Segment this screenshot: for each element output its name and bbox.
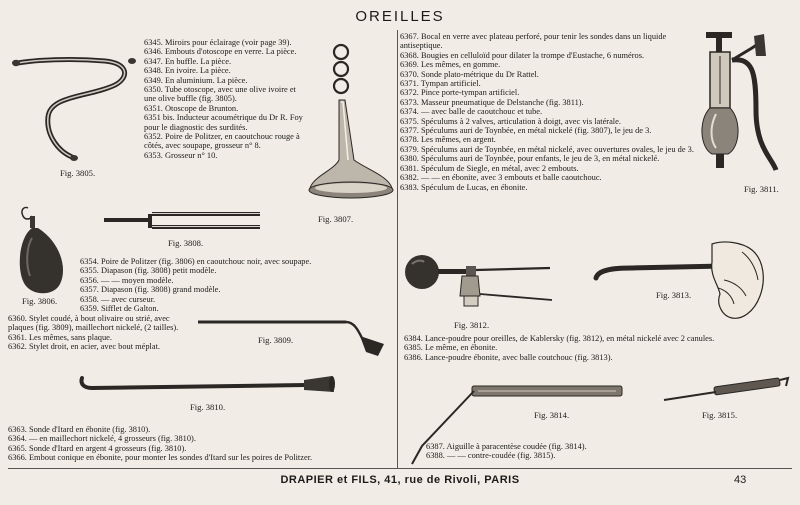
entry: 6364. — en maillechort nickelé, 4 grosseurs (fig. 3810). — [8, 434, 196, 444]
fig-3815-caption: Fig. 3815. — [702, 410, 738, 420]
entry: 6349. En aluminium. La pièce. — [144, 75, 248, 85]
entry: 6357. Diapason (fig. 3808) grand modèle. — [80, 285, 221, 295]
entry: 6379. Spéculums auri de Toynbée, en métal nickelé, avec ouvertures ovales, le jeu de 3. — [400, 144, 694, 154]
page-number: 43 — [734, 474, 747, 486]
right-top-entries — [400, 32, 700, 192]
entry: 6382. — — en ébonite, avec 3 embouts et balle caoutchouc. — [400, 173, 602, 183]
entry: 6347. En buffle. La pièce. — [144, 56, 232, 66]
powder-blower-kablersky-illustration — [402, 250, 557, 320]
speculum-illustration — [308, 42, 403, 212]
entry: 6355. Diapason (fig. 3808) petit modèle. — [80, 266, 217, 276]
entry: 6365. Sonde d'Itard en argent 4 grosseurs (fig. 3810). — [8, 443, 187, 453]
page-title: OREILLES — [355, 8, 445, 25]
right-mid-entries — [404, 334, 794, 362]
entry: 6366. Embout conique en ébonite, pour monter les sondes d'Itard sur les poires de Politzer. — [8, 453, 313, 463]
left-stylet-entries — [8, 314, 194, 352]
entry: 6372. Pince porte-tympan artificiel. — [400, 88, 520, 98]
entry: 6363. Sonde d'Itard en ébonite (fig. 3810). — [8, 425, 151, 434]
tuning-fork-illustration — [104, 206, 264, 236]
entry: 6385. Le même, en ébonite. — [404, 343, 498, 353]
entry: 6350. Tube otoscope, avec une olive ivoire et une olive buffle (fig. 3805). — [144, 85, 296, 104]
entry: 6371. Tympan artificiel. — [400, 79, 481, 89]
entry: 6367. Bocal en verre avec plateau perforé, pour tenir les sondes dans un liquide antiseptique. — [400, 32, 667, 51]
entry: 6383. Spéculum de Lucas, en ébonite. — [400, 182, 528, 192]
entry: 6373. Masseur pneumatique de Delstanche (fig. 3811). — [400, 97, 584, 107]
right-bottom-entries — [426, 442, 726, 461]
left-bottom-entries — [8, 425, 392, 463]
fig-3811-caption: Fig. 3811. — [744, 184, 779, 194]
entry: 6388. — — contre-coudée (fig. 3815). — [426, 451, 556, 461]
itard-catheter-illustration — [76, 370, 338, 398]
entry: 6348. En ivoire. La pièce. — [144, 66, 231, 76]
entry: 6359. Sifflet de Galton. — [80, 304, 159, 314]
politzer-bulb-illustration — [14, 204, 74, 296]
entry: 6358. — avec curseur. — [80, 294, 156, 304]
entry: 6351. Otoscope de Brunton. — [144, 103, 239, 113]
entry: 6360. Stylet coudé, à bout olivaire ou strié, avec plaques (fig. 3809), maillechort nickelé, (2 tailles). — [8, 314, 179, 333]
entry: 6387. Aiguille à paracentèse coudée (fig. 3814). — [426, 442, 587, 451]
footer-divider — [8, 468, 792, 469]
entry: 6354. Poire de Politzer (fig. 3806) en caoutchouc noir, avec soupape. — [80, 257, 312, 266]
publisher-footer: DRAPIER et FILS, 41, rue de Rivoli, PARIS — [280, 474, 520, 486]
left-mid-entries — [80, 257, 380, 313]
entry: 6361. Les mêmes, sans plaque. — [8, 332, 112, 342]
left-top-entries — [144, 38, 306, 160]
entry: 6356. — — moyen modèle. — [80, 275, 174, 285]
entry: 6386. Lance-poudre ébonite, avec balle coutchouc (fig. 3813). — [404, 352, 613, 362]
fig-3808-caption: Fig. 3808. — [168, 238, 204, 248]
fig-3809-caption: Fig. 3809. — [258, 335, 294, 345]
entry: 6378. Les mêmes, en argent. — [400, 135, 496, 145]
entry: 6384. Lance-poudre pour oreilles, de Kablersky (fig. 3812), en métal nickelé avec 2 canules. — [404, 334, 715, 343]
entry: 6352. Poire de Politzer, en caoutchouc rouge à côtés, avec soupape, grosseur n° 8. — [144, 132, 300, 151]
fig-3805-caption: Fig. 3805. — [60, 168, 96, 178]
entry: 6377. Spéculums auri de Toynbée, en métal nickelé (fig. 3807), le jeu de 3. — [400, 126, 652, 136]
entry: 6369. Les mêmes, en gomme. — [400, 60, 501, 70]
fig-3807-caption: Fig. 3807. — [318, 214, 354, 224]
fig-3813-caption: Fig. 3813. — [656, 290, 692, 300]
entry: 6375. Spéculums à 2 valves, articulation à doigt, avec vis latérale. — [400, 116, 621, 126]
entry: 6374. — avec balle de caoutchouc et tube. — [400, 107, 543, 117]
entry: 6362. Stylet droit, en acier, avec bout méplat. — [8, 342, 160, 352]
otoscope-tube-illustration — [10, 55, 135, 165]
entry: 6381. Spéculum de Siegle, en métal, avec 2 embouts. — [400, 163, 579, 173]
entry: 6370. Sonde plato-métrique du Dr Rattel. — [400, 69, 539, 79]
entry: 6368. Bougies en celluloïd pour dilater la trompe d'Eustache, 6 numéros. — [400, 50, 645, 60]
powder-blower-hand-illustration — [592, 240, 772, 332]
entry: 6346. Embouts d'otoscope en verre. La pièce. — [144, 47, 297, 57]
entry: 6351 bis. Inducteur acoumétrique du Dr R. Foy pour le diagnostic des surdités. — [144, 113, 303, 132]
fig-3810-caption: Fig. 3810. — [190, 402, 226, 412]
stylet-illustration — [196, 316, 391, 364]
entry: 6380. Spéculums auri de Toynbée, pour enfants, le jeu de 3, en métal nickelé. — [400, 154, 660, 164]
pneumatic-masseur-illustration — [692, 30, 792, 180]
entry: 6345. Miroirs pour éclairage (voir page 39). — [144, 38, 292, 47]
counter-angled-needle-illustration — [660, 376, 792, 406]
entry: 6353. Grosseur n° 10. — [144, 150, 218, 160]
fig-3806-caption: Fig. 3806. — [22, 296, 58, 306]
fig-3812-caption: Fig. 3812. — [454, 320, 490, 330]
fig-3814-caption: Fig. 3814. — [534, 410, 570, 420]
